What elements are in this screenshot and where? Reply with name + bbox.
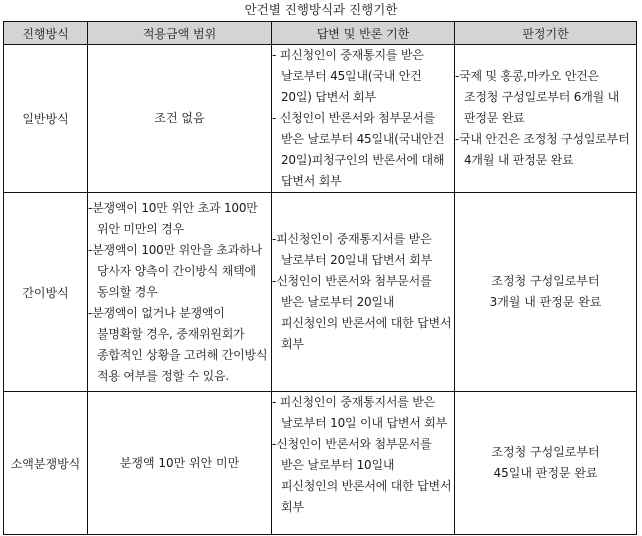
- list-item: -신청인이 반론서와 첨부문서를 받은 날로부터 20일내 피신청인의 반론서에 대한 답변서 회부: [272, 274, 452, 351]
- list-item: -피신청인이 중재통지서를 받은 날로부터 20일내 답변서 회부: [272, 232, 433, 267]
- deadline-cell-general: [455, 45, 637, 193]
- deadline-line: 조정청 구성일로부터: [491, 445, 600, 459]
- header-method: 진행방식: [4, 22, 88, 45]
- answer-cell-general: [272, 45, 455, 193]
- header-deadline: 판정기한: [455, 22, 637, 45]
- list-item: -분쟁액이 10만 위안 초과 100만 위안 미만의 경우: [88, 200, 258, 236]
- answer-cell-simple: [272, 193, 455, 392]
- answer-cell-small-claims: [272, 392, 455, 535]
- list-item: -국제 및 홍콩,마카오 안건은 조정청 구성일로부터 6개월 내 판정문 완료: [455, 69, 619, 125]
- procedure-table: [3, 21, 637, 535]
- scope-cell-simple: [88, 193, 272, 392]
- list-item: -분쟁액이 없거나 분쟁액이 불명확할 경우, 중재위원회가 종합적인 상황을 고려해 간이방식 적용 여부를 정할 수 있음.: [88, 305, 268, 383]
- list-item: -신청인이 반론서와 첨부문서를 받은 날로부터 10일내 피신청인의 반론서에 대한 답변서 회부: [272, 437, 452, 514]
- method-cell-simple: 간이방식: [4, 193, 88, 392]
- deadline-line: 3개월 내 판정문 완료: [489, 295, 602, 309]
- method-cell-general: 일반방식: [4, 45, 88, 193]
- deadline-line: 45일내 판정문 완료: [493, 466, 598, 480]
- scope-cell-general: 조건 없음: [88, 45, 272, 193]
- header-scope: 적용금액 범위: [88, 22, 272, 45]
- table-header-row: [4, 22, 637, 45]
- table-row-general: [4, 45, 637, 193]
- list-item: - 피신청인이 중재통지를 받은 날로부터 45일내(국내 안건 20일) 답변서 회부: [272, 48, 424, 104]
- document-title: 안건별 진행방식과 진행기한: [244, 2, 398, 17]
- deadline-line: 조정청 구성일로부터: [491, 274, 600, 288]
- deadline-cell-small-claims: [455, 392, 637, 535]
- list-item: -국내 안건은 조정청 구성일로부터 4개월 내 판정문 완료: [455, 132, 630, 167]
- list-item: - 피신청인이 중재통지서를 받은 날로부터 10일 이내 답변서 회부: [272, 395, 448, 430]
- header-answer: 답변 및 반론 기한: [272, 22, 455, 45]
- method-cell-small-claims: 소액분쟁방식: [4, 392, 88, 535]
- table-row-simple: [4, 193, 637, 392]
- table-row-small-claims: [4, 392, 637, 535]
- scope-cell-small-claims: 분쟁액 10만 위안 미만: [88, 392, 272, 535]
- list-item: - 신청인이 반론서와 첨부문서를 받은 날로부터 45일내(국내안건 20일)피청구인의 반론서에 대해 답변서 회부: [272, 111, 445, 188]
- deadline-cell-simple: [455, 193, 637, 392]
- list-item: -분쟁액이 100만 위안을 초과하나 당사자 양측이 간이방식 채택에 동의할 경우: [88, 242, 262, 299]
